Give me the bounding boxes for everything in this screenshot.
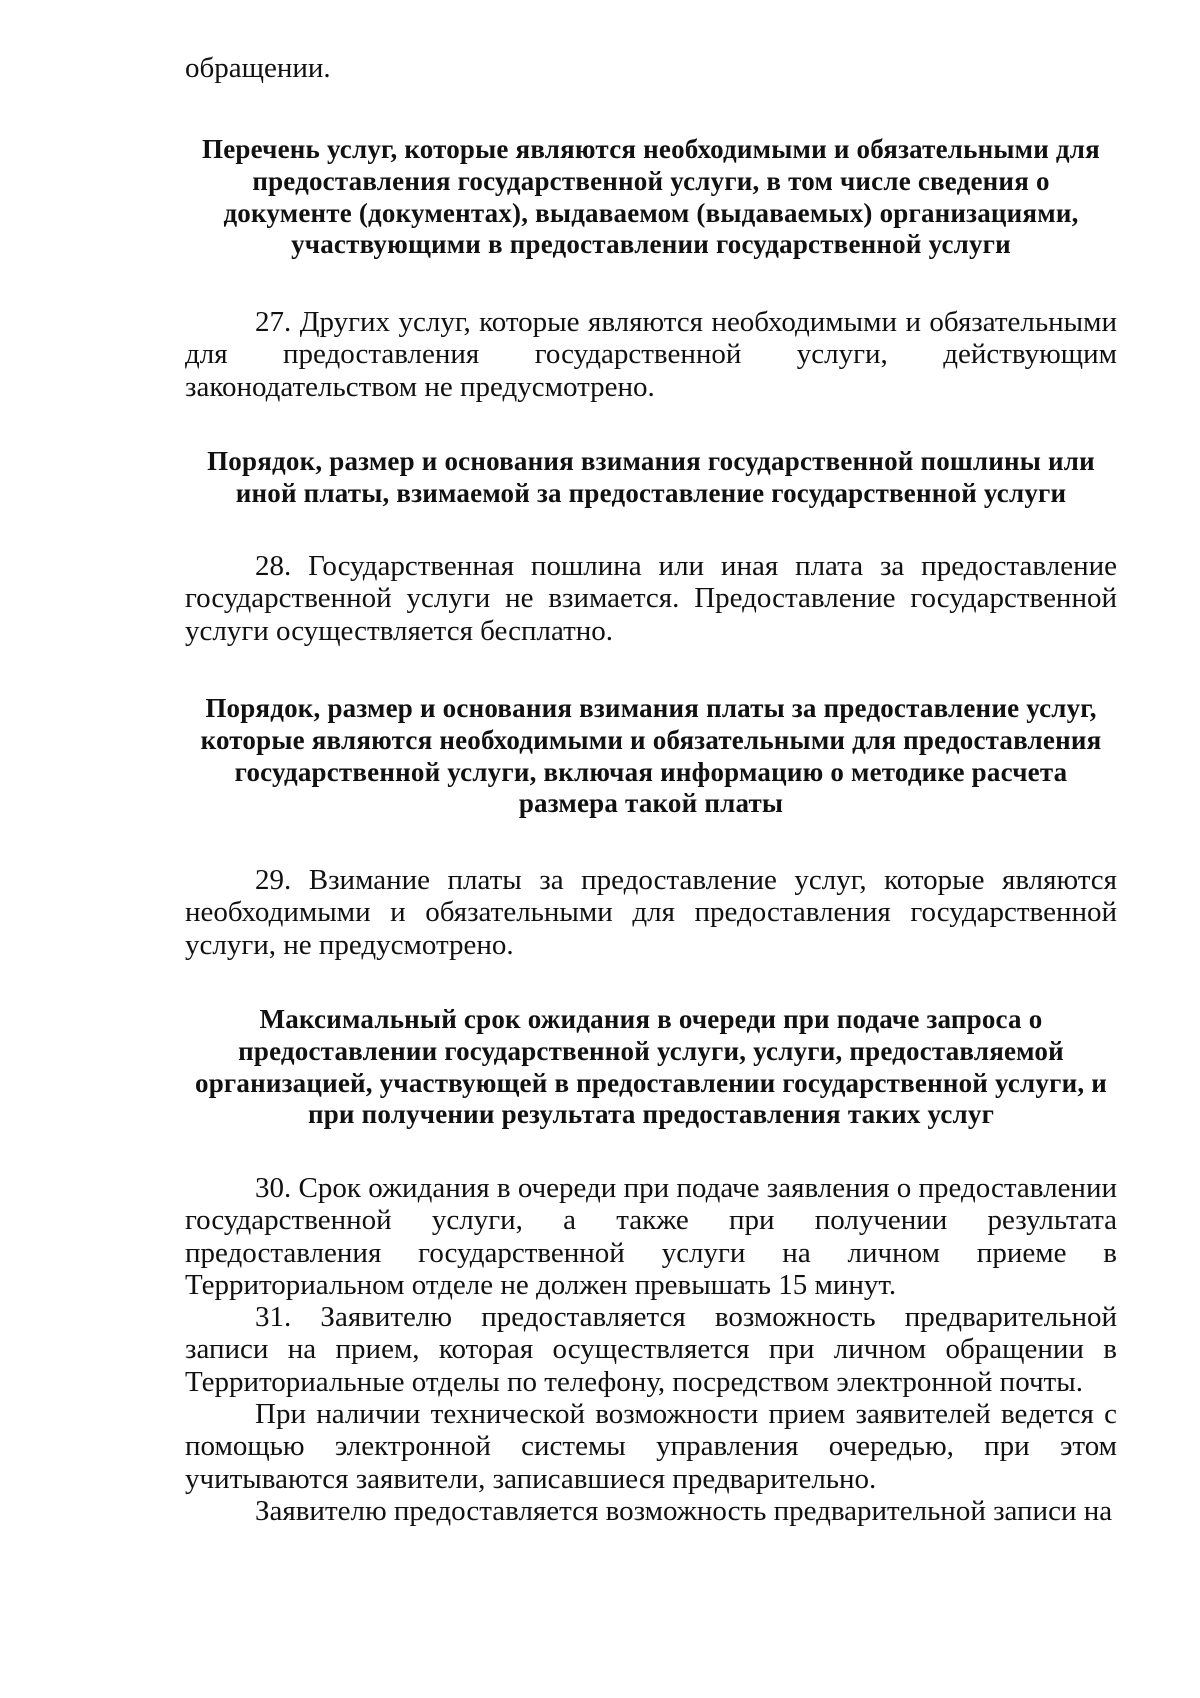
section-heading-required-services: Перечень услуг, которые являются необходимыми и обязательными для предоставления государственной услуги, в том числе сведения о документе (документах), выдаваемом (выдаваемых) организациями, участвующими в предоставлении государственной услуги <box>202 134 1100 260</box>
paragraph-28-text: 28. Государственная пошлина или иная плата за предоставление государственной услуги не взимается. Предоставление государственной услуги осуществляется бесплатно. <box>185 550 1117 647</box>
continuation-line: обращении. <box>185 52 331 84</box>
paragraphs-30-31 <box>185 1172 1117 1527</box>
paragraph-29-text: 29. Взимание платы за предоставление услуг, которые являются необходимыми и обязательными для предоставления государственной услуги, не предусмотрено. <box>185 864 1117 961</box>
paragraph-28 <box>185 550 1117 647</box>
paragraph-31-text: 31. Заявителю предоставляется возможность предварительной записи на прием, которая осуществляется при личном обращении в Территориальные отделы по телефону, посредством электронной почты. <box>185 1301 1117 1398</box>
paragraph-30-text: 30. Срок ожидания в очереди при подаче заявления о предоставлении государственной услуги, а также при получении результата предоставления государственной услуги на личном приеме в Территориальном отделе не должен превышать 15 минут. <box>185 1172 1117 1301</box>
section-heading-queue-time: Максимальный срок ожидания в очереди при подаче запроса о предоставлении государственной услуги, услуги, предоставляемой организацией, участвующей в предоставлении государственной услуги, и при получении результата предоставления таких услуг <box>195 1004 1107 1130</box>
paragraph-27 <box>185 306 1117 403</box>
paragraph-27-text: 27. Других услуг, которые являются необходимыми и обязательными для предоставления государственной услуги, действующим законодательством не предусмотрено. <box>185 306 1117 403</box>
paragraph-31-electronic-queue-text: При наличии технической возможности прием заявителей ведется с помощью электронной системы управления очередью, при этом учитываются заявители, записавшиеся предварительно. <box>185 1398 1117 1495</box>
section-heading-service-fee: Порядок, размер и основания взимания платы за предоставление услуг, которые являются необходимыми и обязательными для предоставления государственной услуги, включая информацию о методике расчета размера такой платы <box>200 693 1102 819</box>
paragraph-31-continued-text: Заявителю предоставляется возможность предварительной записи на <box>255 1494 1113 1527</box>
section-heading-state-fee: Порядок, размер и основания взимания государственной пошлины или иной платы, взимаемой за предоставление государственной услуги <box>207 446 1095 508</box>
paragraph-29 <box>185 864 1117 961</box>
